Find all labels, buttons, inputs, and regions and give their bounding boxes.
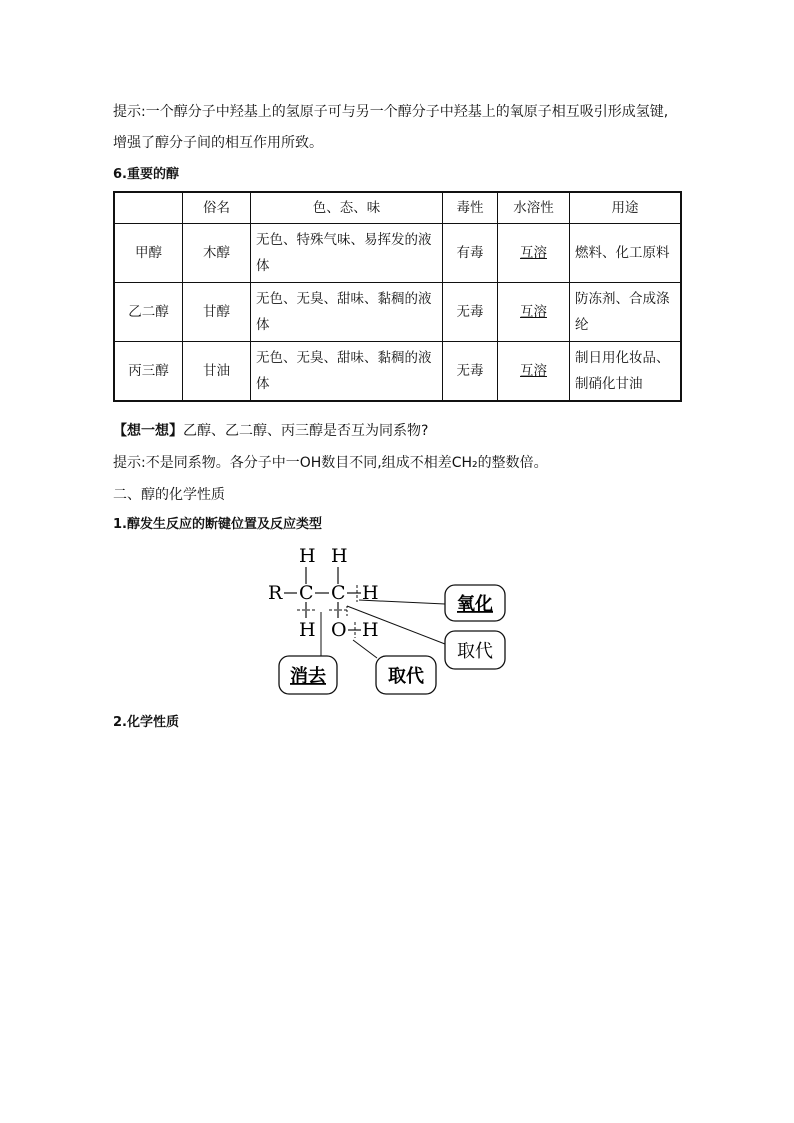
subsection-1-title: 1.醇发生反应的断键位置及反应类型 (113, 517, 322, 532)
alcohol-toxicity: 有毒 (443, 224, 498, 283)
intro-line-1: 提示:一个醇分子中羟基上的氢原子可与另一个醇分子中羟基上的氧原子相互吸引形成氢键, (113, 104, 669, 120)
think-answer: 提示:不是同系物。各分子中一OH数目不同,组成不相差CH₂的整数倍。 (113, 455, 548, 471)
alcohol-common-name: 木醇 (183, 224, 251, 283)
alcohol-name: 甲醇 (114, 224, 183, 283)
bond-cleavage-diagram (255, 540, 515, 700)
section-2-title: 二、醇的化学性质 (113, 487, 225, 503)
alcohol-properties: 无色、无臭、甜味、黏稠的液体 (251, 283, 443, 342)
alcohol-solubility: 互溶 (498, 283, 570, 342)
atom-r: R (268, 582, 283, 604)
substitution-label: 取代 (457, 641, 493, 662)
atom-h: H (362, 619, 379, 641)
table-row (114, 283, 681, 342)
atom-c: C (331, 582, 346, 604)
alcohol-name: 乙二醇 (114, 283, 183, 342)
substitution-label-2: 取代 (388, 666, 424, 687)
alcohol-common-name: 甘醇 (183, 283, 251, 342)
alcohol-toxicity: 无毒 (443, 342, 498, 402)
atom-c: C (299, 582, 314, 604)
table-row (114, 342, 681, 402)
atom-h: H (331, 545, 348, 567)
atom-h: H (299, 545, 316, 567)
oxidation-label: 氧化 (457, 594, 493, 615)
subsection-2-title: 2.化学性质 (113, 715, 179, 730)
alcohol-solubility: 互溶 (498, 224, 570, 283)
alcohol-solubility: 互溶 (498, 342, 570, 402)
table-header-cell: 用途 (570, 192, 682, 224)
alcohol-toxicity: 无毒 (443, 283, 498, 342)
alcohols-table (113, 191, 682, 402)
table-header-cell: 水溶性 (498, 192, 570, 224)
table-header-cell (114, 192, 183, 224)
intro-line-2: 增强了醇分子间的相互作用所致。 (113, 135, 323, 151)
alcohol-common-name: 甘油 (183, 342, 251, 402)
atom-h: H (299, 619, 316, 641)
alcohol-use: 制日用化妆品、制硝化甘油 (570, 342, 682, 402)
alcohol-properties: 无色、无臭、甜味、黏稠的液体 (251, 342, 443, 402)
table-row (114, 224, 681, 283)
table-header-cell: 色、态、味 (251, 192, 443, 224)
elimination-label: 消去 (290, 666, 326, 687)
think-bracket-label: 【想一想】 (113, 423, 183, 439)
think-question (113, 421, 428, 441)
alcohol-use: 燃料、化工原料 (570, 224, 682, 283)
table-header-cell: 俗名 (183, 192, 251, 224)
table-header-row (114, 192, 681, 224)
atom-h: H (362, 582, 379, 604)
atom-o: O (331, 619, 347, 641)
table-header-cell: 毒性 (443, 192, 498, 224)
alcohol-name: 丙三醇 (114, 342, 183, 402)
section-6-title: 6.重要的醇 (113, 167, 179, 182)
alcohol-use: 防冻剂、合成涤纶 (570, 283, 682, 342)
alcohol-properties: 无色、特殊气味、易挥发的液体 (251, 224, 443, 283)
think-question-text: 乙醇、乙二醇、丙三醇是否互为同系物? (183, 423, 429, 439)
